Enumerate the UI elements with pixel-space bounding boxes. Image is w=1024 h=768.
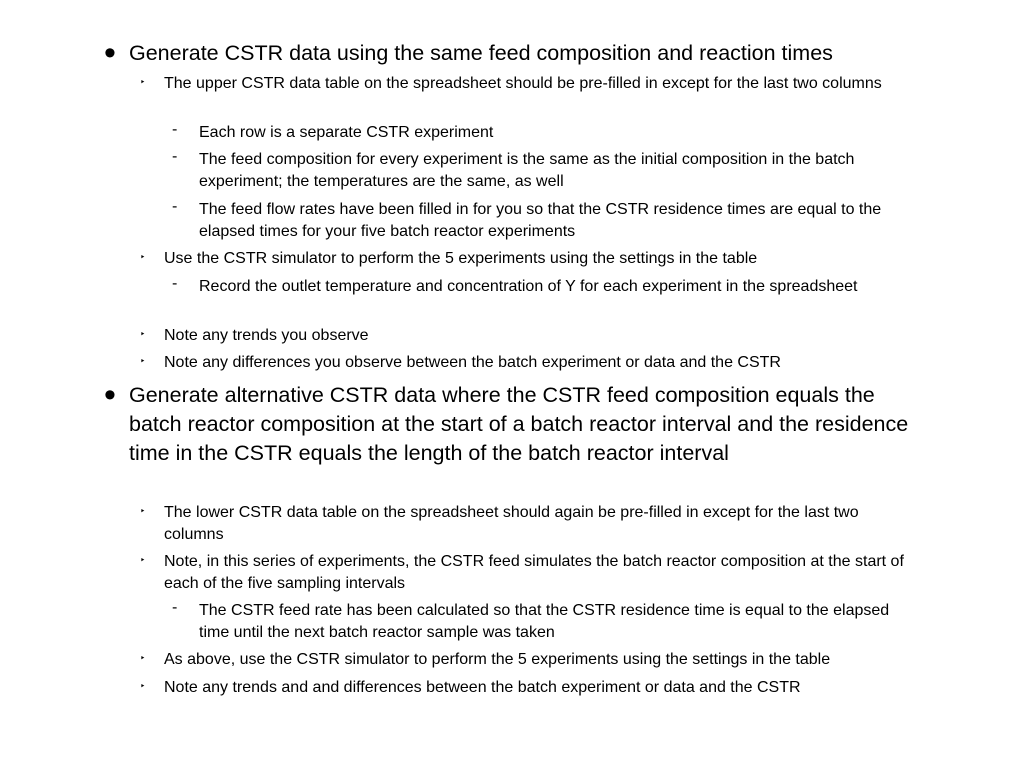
dash-bullet-icon: - [172,198,178,215]
bullet-level2 [140,352,920,374]
bullet-dot-icon: • [104,34,116,72]
arrow-bullet-icon: ‣ [140,252,146,262]
arrow-bullet-icon: ‣ [140,506,146,516]
bullet-level2 [140,502,920,546]
bullet-text: Record the outlet temperature and concentration of Y for each experiment in the spreadsheet [199,278,858,295]
bullet-text: The feed composition for every experiment is the same as the initial composition in the batch experiment; the temperatures are the same, as well [199,151,855,190]
bullet-level2 [140,551,920,595]
arrow-bullet-icon: ‣ [140,555,146,565]
bullet-level2 [140,73,920,95]
bullet-text: Note any trends you observe [164,327,369,344]
bullet-level1 [104,34,924,72]
bullet-level3 [172,122,922,144]
bullet-level3 [172,276,922,298]
bullet-level2 [140,649,920,671]
dash-bullet-icon: - [172,599,178,616]
arrow-bullet-icon: ‣ [140,356,146,366]
bullet-text: Generate CSTR data using the same feed composition and reaction times [129,41,833,65]
bullet-text: Each row is a separate CSTR experiment [199,124,494,141]
bullet-text: The CSTR feed rate has been calculated so that the CSTR residence time is equal to the elapsed time until the next batch reactor sample was taken [199,602,890,641]
bullet-text: Generate alternative CSTR data where the CSTR feed composition equals the batch reactor composition at the start of a batch reactor interval and the residence time in the CSTR equals the length of the batch reactor interval [129,383,909,465]
dash-bullet-icon: - [172,148,178,165]
bullet-text: Use the CSTR simulator to perform the 5 experiments using the settings in the table [164,250,758,267]
bullet-text: As above, use the CSTR simulator to perform the 5 experiments using the settings in the table [164,651,831,668]
bullet-text: Note, in this series of experiments, the CSTR feed simulates the batch reactor composition at the start of each of the five sampling intervals [164,553,904,592]
arrow-bullet-icon: ‣ [140,329,146,339]
arrow-bullet-icon: ‣ [140,681,146,691]
dash-bullet-icon: - [172,275,178,292]
bullet-level2 [140,325,920,347]
bullet-level3 [172,600,922,644]
bullet-text: The lower CSTR data table on the spreadsheet should again be pre-filled in except for the last two columns [164,504,859,543]
bullet-level2 [140,677,920,699]
arrow-bullet-icon: ‣ [140,653,146,663]
dash-bullet-icon: - [172,121,178,138]
bullet-text: Note any trends and and differences between the batch experiment or data and the CSTR [164,679,801,696]
bullet-text: The feed flow rates have been filled in for you so that the CSTR residence times are equal to the elapsed times for your five batch reactor experiments [199,201,882,240]
bullet-text: The upper CSTR data table on the spreadsheet should be pre-filled in except for the last two columns [164,75,882,92]
bullet-level2 [140,248,920,270]
bullet-level1 [104,376,924,468]
arrow-bullet-icon: ‣ [140,77,146,87]
bullet-text: Note any differences you observe between the batch experiment or data and the CSTR [164,354,781,371]
bullet-level3 [172,199,922,243]
bullet-dot-icon: • [104,376,116,414]
bullet-level3 [172,149,922,193]
